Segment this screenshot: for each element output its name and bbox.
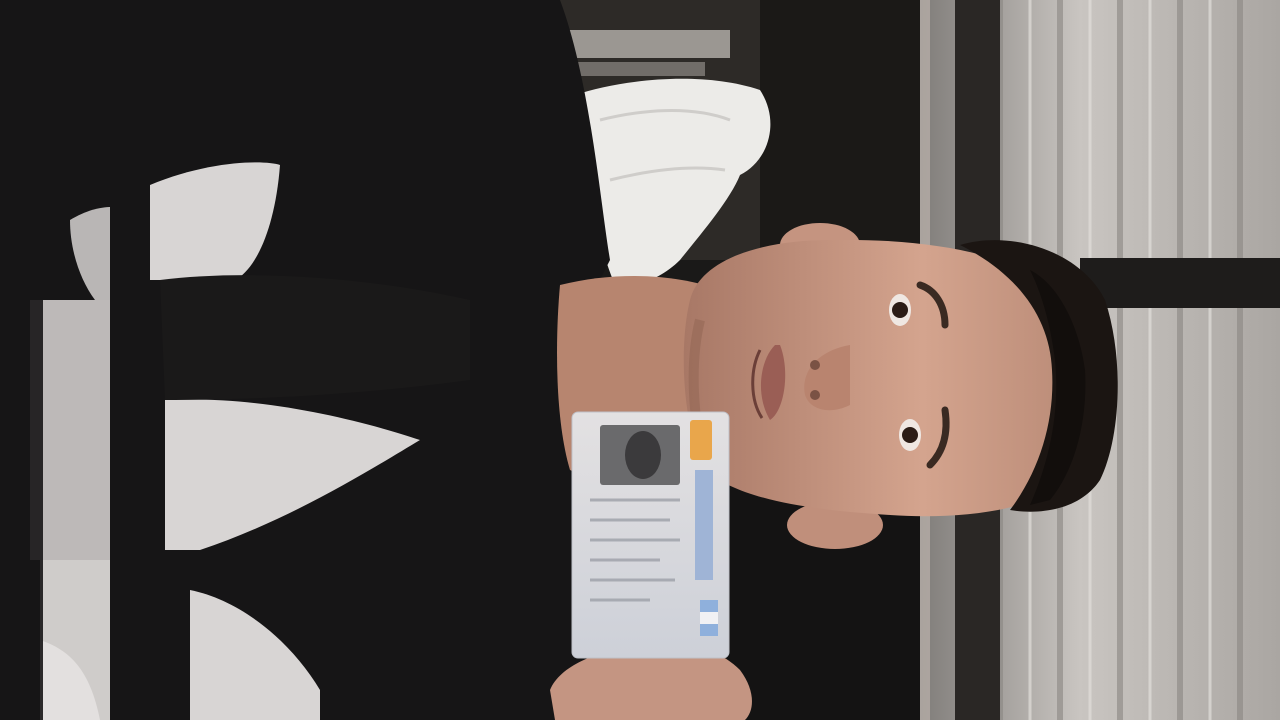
id-card-hologram xyxy=(690,420,712,460)
id-card-blue-band xyxy=(695,470,713,580)
id-card xyxy=(572,412,729,658)
eye-top xyxy=(889,294,911,326)
dark-beam xyxy=(1080,258,1280,308)
eye-bottom xyxy=(899,419,921,451)
